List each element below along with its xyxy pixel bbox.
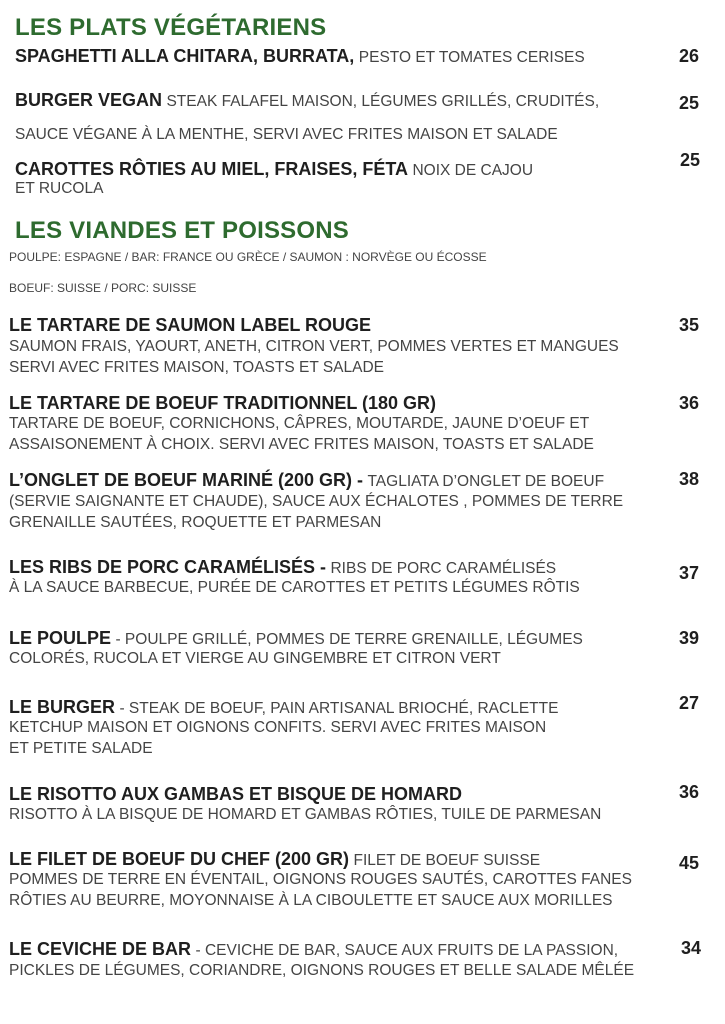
dish-price: 45	[679, 853, 700, 873]
dish-description: SAUMON FRAIS, YAOURT, ANETH, CITRON VERT, POMMES VERTES ET MANGUES	[9, 338, 619, 355]
dish-name: BURGER VEGAN	[15, 90, 163, 110]
dish-description: POMMES DE TERRE EN ÉVENTAIL, OIGNONS ROUGES SAUTÉS, CAROTTES FANES	[9, 871, 632, 888]
dish-description: ASSAISONEMENT À CHOIX. SERVI AVEC FRITES MAISON, TOASTS ET SALADE	[9, 436, 594, 453]
dish-price: 37	[679, 563, 700, 583]
dish-price: 38	[679, 469, 700, 489]
dish-description: ET RUCOLA	[15, 180, 104, 197]
dish-name: LE FILET DE BOEUF DU CHEF (200 GR)	[9, 849, 350, 869]
dish-price: 34	[681, 938, 702, 958]
dish-description: PICKLES DE LÉGUMES, CORIANDRE, OIGNONS ROUGES ET BELLE SALADE MÊLÉE	[9, 962, 635, 979]
dish-price: 25	[680, 150, 701, 170]
dish-description: - POULPE GRILLÉ, POMMES DE TERRE GRENAILLE, LÉGUMES	[115, 631, 583, 648]
dish-description: FILET DE BOEUF SUISSE	[353, 852, 541, 869]
dish-name: LE BURGER	[9, 697, 116, 717]
dish-description: TARTARE DE BOEUF, CORNICHONS, CÂPRES, MOUTARDE, JAUNE D’OEUF ET	[9, 415, 590, 432]
dish-name: LE CEVICHE DE BAR	[9, 939, 192, 959]
section-title-meat-fish: LES VIANDES ET POISSONS	[15, 217, 350, 244]
origin-note: POULPE: ESPAGNE / BAR: FRANCE OU GRÈCE / SAUMON : NORVÈGE OU ÉCOSSE	[9, 250, 487, 264]
dish-description: GRENAILLE SAUTÉES, ROQUETTE ET PARMESAN	[9, 514, 382, 531]
dish-description: RISOTTO À LA BISQUE DE HOMARD ET GAMBAS RÔTIES, TUILE DE PARMESAN	[9, 806, 602, 823]
dish-name: LES RIBS DE PORC CARAMÉLISÉS -	[9, 557, 327, 577]
dish-description: - CEVICHE DE BAR, SAUCE AUX FRUITS DE LA PASSION,	[195, 942, 619, 959]
dish-price: 35	[679, 315, 700, 335]
dish-price: 36	[679, 393, 700, 413]
origin-note: BOEUF: SUISSE / PORC: SUISSE	[9, 281, 197, 295]
dish-price: 39	[679, 628, 700, 648]
dish-name: LE POULPE	[9, 628, 112, 648]
dish-name: CAROTTES RÔTIES AU MIEL, FRAISES, FÉTA	[15, 159, 409, 179]
dish-price: 26	[679, 46, 700, 66]
dish-description: RIBS DE PORC CARAMÉLISÉS	[330, 560, 557, 577]
dish-description: KETCHUP MAISON ET OIGNONS CONFITS. SERVI AVEC FRITES MAISON	[9, 719, 547, 736]
dish-description: COLORÉS, RUCOLA ET VIERGE AU GINGEMBRE ET CITRON VERT	[9, 650, 501, 667]
dish-name: SPAGHETTI ALLA CHITARA, BURRATA,	[15, 46, 355, 66]
section-title-vegetarian: LES PLATS VÉGÉTARIENS	[15, 14, 327, 41]
dish-description: TAGLIATA D’ONGLET DE BOEUF	[367, 473, 605, 490]
dish-description: STEAK FALAFEL MAISON, LÉGUMES GRILLÉS, CRUDITÉS,	[166, 93, 600, 110]
dish-name: LE RISOTTO AUX GAMBAS ET BISQUE DE HOMARD	[9, 784, 463, 804]
dish-description: (SERVIE SAIGNANTE ET CHAUDE), SAUCE AUX ÉCHALOTES , POMMES DE TERRE	[9, 493, 624, 510]
dish-price: 27	[679, 693, 700, 713]
dish-name: LE TARTARE DE SAUMON LABEL ROUGE	[9, 315, 372, 335]
dish-description: ET PETITE SALADE	[9, 740, 153, 757]
dish-description: - STEAK DE BOEUF, PAIN ARTISANAL BRIOCHÉ, RACLETTE	[119, 700, 559, 717]
dish-description: RÔTIES AU BEURRE, MOYONNAISE À LA CIBOULETTE ET SAUCE AUX MORILLES	[9, 892, 613, 909]
dish-description: SERVI AVEC FRITES MAISON, TOASTS ET SALADE	[9, 359, 384, 376]
dish-description: À LA SAUCE BARBECUE, PURÉE DE CAROTTES ET PETITS LÉGUMES RÔTIS	[9, 579, 580, 596]
dish-name: L’ONGLET DE BOEUF MARINÉ (200 GR) -	[9, 470, 364, 490]
dish-price: 25	[679, 93, 700, 113]
dish-description: PESTO ET TOMATES CERISES	[358, 49, 585, 66]
dish-price: 36	[679, 782, 700, 802]
dish-description: SAUCE VÉGANE À LA MENTHE, SERVI AVEC FRITES MAISON ET SALADE	[15, 126, 558, 143]
dish-name: LE TARTARE DE BOEUF TRADITIONNEL (180 GR)	[9, 393, 437, 413]
dish-description: NOIX DE CAJOU	[412, 162, 534, 179]
